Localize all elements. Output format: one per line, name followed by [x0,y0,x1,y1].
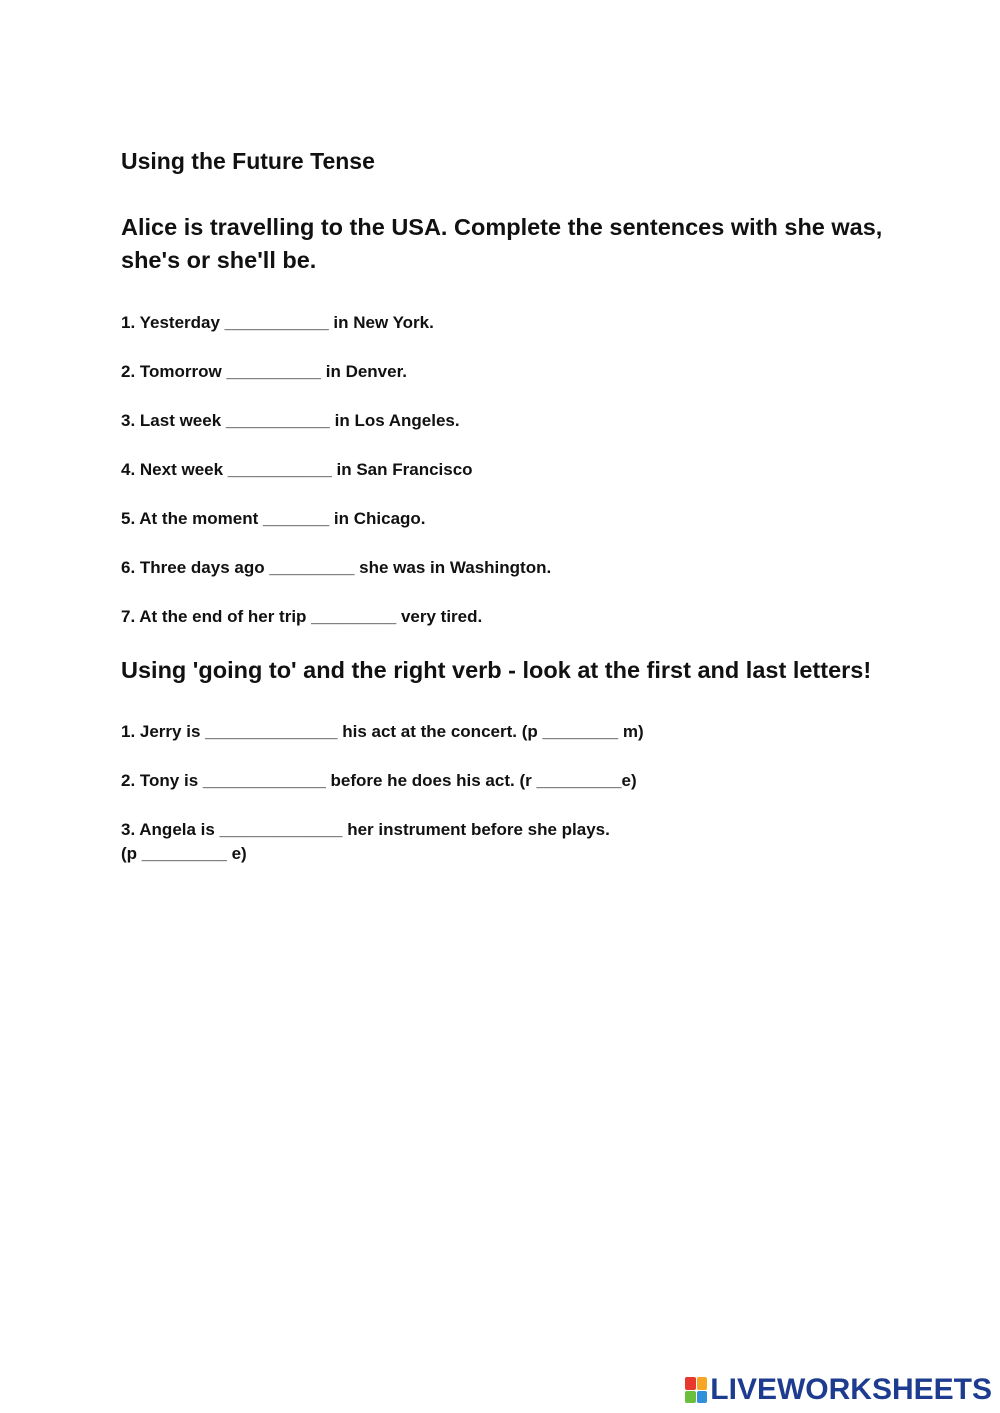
section2-item-1: 1. Jerry is ______________ his act at the concert. (p ________ m) [121,722,644,741]
section1-item-7: 7. At the end of her trip _________ very tired. [121,607,483,626]
section1-item-1: 1. Yesterday ___________ in New York. [121,313,434,332]
section1-item-4: 4. Next week ___________ in San Francisco [121,460,473,479]
section1-heading: Alice is travelling to the USA. Complete the sentences with she was, she's or she'll be. [121,214,883,273]
section1-item-5: 5. At the moment _______ in Chicago. [121,509,426,528]
section2-item-3 [121,818,610,866]
section2-item-2: 2. Tony is _____________ before he does his act. (r _________e) [121,771,637,790]
section1-item-6: 6. Three days ago _________ she was in Washington. [121,558,552,577]
page-title: Using the Future Tense [121,148,375,174]
liveworksheets-logo [685,1375,992,1405]
section1-item-2: 2. Tomorrow __________ in Denver. [121,362,407,381]
section2-item-3-hint: (p _________ e) [121,844,247,863]
liveworksheets-logo-icon [685,1377,707,1403]
logo-text: LIVEWORKSHEETS [710,1373,992,1406]
section2-item-3-text: 3. Angela is _____________ her instrument before she plays. [121,820,610,839]
section2-heading: Using 'going to' and the right verb - look at the first and last letters! [121,657,872,683]
section1-item-3: 3. Last week ___________ in Los Angeles. [121,411,460,430]
